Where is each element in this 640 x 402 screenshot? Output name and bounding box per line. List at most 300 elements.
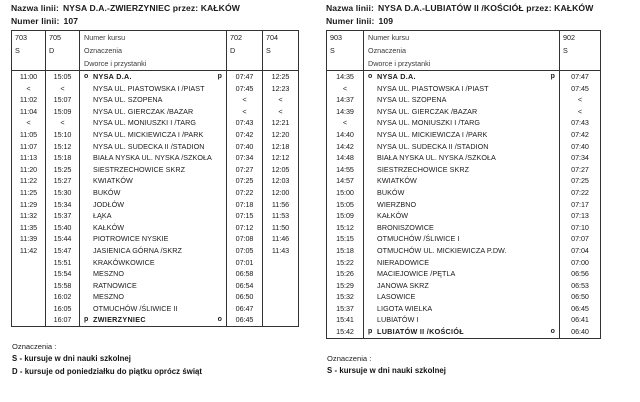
return-time-cell: 12:00 — [263, 187, 299, 199]
departure-time-cell: 15:40 — [46, 222, 80, 234]
course-number-cell: 903 — [327, 31, 364, 45]
stop-cell — [80, 117, 227, 129]
departure-time-cell: 16:07 — [46, 314, 80, 326]
table-row — [327, 141, 601, 153]
line-number-row — [11, 15, 320, 28]
stop-name: BUKÓW — [93, 187, 121, 197]
stop-name: BRONISZOWICE — [377, 222, 434, 232]
departure-time-cell: 11:32 — [12, 210, 46, 222]
stop-cell — [80, 199, 227, 211]
course-number-cell: 703 — [12, 31, 46, 45]
return-time-cell: 07:40 — [227, 141, 263, 153]
return-time-cell: 06:56 — [560, 268, 601, 280]
return-time-cell: 07:07 — [560, 233, 601, 245]
departure-time-cell: 11:39 — [12, 233, 46, 245]
departure-time-cell: 11:22 — [12, 175, 46, 187]
return-time-cell: 12:20 — [263, 129, 299, 141]
line-name-row — [326, 2, 640, 15]
stop-cell — [364, 164, 560, 176]
departure-time-cell: < — [12, 83, 46, 95]
return-time-cell: 07:25 — [227, 175, 263, 187]
legend-item: D - kursuje od poniedziałku do piątku oprócz świąt — [12, 366, 203, 376]
arrival-marker: p — [550, 73, 555, 80]
return-time-cell: 07:10 — [560, 222, 601, 234]
stop-name: NYSA D.A. — [93, 72, 132, 81]
departure-marker: o — [368, 73, 373, 80]
departure-time-cell: 15:09 — [46, 106, 80, 118]
stop-name: KAŁKÓW — [93, 222, 125, 232]
return-time-cell: 07:22 — [560, 187, 601, 199]
stop-cell — [364, 233, 560, 245]
return-time-cell: 06:45 — [560, 303, 601, 315]
return-time-cell: < — [227, 106, 263, 118]
stop-cell — [80, 152, 227, 164]
arrival-marker: o — [550, 328, 555, 336]
return-time-cell: 07:45 — [560, 83, 601, 95]
table-row — [327, 71, 601, 83]
departure-time-cell — [12, 268, 46, 280]
header-row-stations — [12, 57, 299, 71]
departure-time-cell: 15:26 — [327, 268, 364, 280]
legend-item: S - kursuje w dni nauki szkolnej — [12, 354, 132, 364]
stop-name: NYSA UL. GIERCZAK /BAZAR — [377, 106, 478, 116]
table-row — [12, 94, 299, 106]
row-label-stations: Dworce i przystanki — [364, 57, 560, 71]
table-row — [12, 268, 299, 280]
header-row-course-number — [12, 31, 299, 45]
departure-time-cell: 15:12 — [46, 141, 80, 153]
departure-time-cell: 11:00 — [12, 71, 46, 83]
timetable-right — [326, 30, 601, 339]
return-time-cell: 12:18 — [263, 141, 299, 153]
departure-time-cell: 15:25 — [46, 164, 80, 176]
stop-cell — [364, 245, 560, 257]
stop-cell — [364, 326, 560, 338]
return-time-cell: 07:15 — [227, 210, 263, 222]
table-row — [12, 199, 299, 211]
return-time-cell: 06:58 — [227, 268, 263, 280]
table-row — [12, 187, 299, 199]
return-time-cell: 07:40 — [560, 141, 601, 153]
stop-cell — [80, 94, 227, 106]
stop-cell — [80, 106, 227, 118]
departure-time-cell: 11:07 — [12, 141, 46, 153]
legend-item: S - kursuje w dni nauki szkolnej — [327, 365, 447, 375]
line-number-value: 107 — [63, 15, 79, 26]
departure-time-cell: 15:00 — [327, 187, 364, 199]
departure-time-cell: 15:41 — [327, 314, 364, 326]
spacer-cell — [560, 57, 601, 71]
departure-time-cell: 14:57 — [327, 175, 364, 187]
departure-time-cell: 11:05 — [12, 129, 46, 141]
return-time-cell: 12:05 — [263, 164, 299, 176]
departure-time-cell: 15:05 — [327, 199, 364, 211]
table-row — [327, 210, 601, 222]
stop-cell — [80, 164, 227, 176]
stop-name: NYSA UL. GIERCZAK /BAZAR — [93, 106, 194, 116]
legend-left — [11, 341, 320, 378]
departure-time-cell: < — [327, 83, 364, 95]
departure-marker: o — [84, 73, 89, 80]
table-row — [12, 164, 299, 176]
stop-name: NYSA UL. MONIUSZKI I /TARG — [93, 118, 197, 128]
departure-time-cell: 15:58 — [46, 280, 80, 292]
stop-name: NYSA UL. MICKIEWICZA I /PARK — [377, 129, 488, 139]
stop-cell — [80, 210, 227, 222]
return-time-cell — [263, 314, 299, 326]
departure-time-cell: 15:27 — [46, 175, 80, 187]
stop-cell — [364, 210, 560, 222]
return-time-cell: 11:43 — [263, 245, 299, 257]
stop-cell — [80, 268, 227, 280]
arrival-marker: p — [217, 73, 222, 80]
table-row — [12, 117, 299, 129]
header-row-course-number — [327, 31, 601, 45]
table-row — [327, 117, 601, 129]
stop-name: RATNOWICE — [93, 280, 137, 290]
line-header-right — [326, 0, 640, 27]
return-time-cell: 07:42 — [227, 129, 263, 141]
table-row — [327, 326, 601, 338]
departure-time-cell: 15:29 — [327, 280, 364, 292]
table-row — [327, 280, 601, 292]
return-time-cell: 06:50 — [560, 291, 601, 303]
departure-time-cell — [12, 314, 46, 326]
departure-time-cell: 15:15 — [327, 233, 364, 245]
table-row — [12, 245, 299, 257]
line-number-value: 109 — [378, 15, 394, 26]
departure-time-cell: 14:35 — [327, 71, 364, 83]
stop-name: MESZNO — [93, 269, 125, 279]
table-row — [327, 94, 601, 106]
table-row — [12, 222, 299, 234]
return-time-cell — [263, 291, 299, 303]
stop-cell — [80, 222, 227, 234]
return-time-cell: 07:08 — [227, 233, 263, 245]
table-row — [12, 280, 299, 292]
return-time-cell: 07:45 — [227, 83, 263, 95]
stop-cell — [80, 291, 227, 303]
departure-time-cell: 15:44 — [46, 233, 80, 245]
stop-cell — [80, 187, 227, 199]
table-row — [327, 233, 601, 245]
return-time-cell: 07:43 — [560, 117, 601, 129]
return-time-cell: 12:21 — [263, 117, 299, 129]
departure-time-cell: 14:40 — [327, 129, 364, 141]
departure-time-cell: 14:48 — [327, 152, 364, 164]
return-time-cell: 12:23 — [263, 83, 299, 95]
stop-cell — [364, 222, 560, 234]
stop-name: SIESTRZECHOWICE SKRZ — [93, 164, 186, 174]
row-label-markings: Oznaczenia — [364, 44, 560, 57]
stop-cell — [364, 303, 560, 315]
legend-title: Oznaczenia : — [12, 342, 57, 352]
return-time-cell — [263, 268, 299, 280]
line-name-label: Nazwa linii: — [326, 3, 374, 13]
departure-time-cell: 15:18 — [327, 245, 364, 257]
stop-cell — [364, 257, 560, 269]
stop-cell — [364, 314, 560, 326]
return-time-cell: < — [560, 94, 601, 106]
table-row — [327, 222, 601, 234]
return-time-cell: 06:54 — [227, 280, 263, 292]
return-time-cell: 06:53 — [560, 280, 601, 292]
departure-time-cell: 15:34 — [46, 199, 80, 211]
stop-cell — [80, 314, 227, 326]
departure-time-cell: 15:30 — [46, 187, 80, 199]
stop-cell — [80, 175, 227, 187]
table-row — [12, 314, 299, 326]
timetable-left — [11, 30, 299, 327]
departure-time-cell: < — [327, 117, 364, 129]
stop-cell — [80, 233, 227, 245]
stop-name: NYSA UL. MICKIEWICZA I /PARK — [93, 129, 204, 139]
stop-cell — [80, 280, 227, 292]
stop-name: JANOWA SKRZ — [377, 280, 429, 290]
stop-name: KAŁKÓW — [377, 211, 409, 221]
return-time-cell: 07:42 — [560, 129, 601, 141]
return-time-cell: < — [227, 94, 263, 106]
stop-name: NYSA D.A. — [377, 72, 416, 81]
departure-time-cell — [12, 303, 46, 315]
stop-name: NYSA UL. PIASTOWSKA I /PIAST — [93, 83, 205, 93]
stop-name: MESZNO — [93, 292, 125, 302]
departure-time-cell: < — [12, 117, 46, 129]
stop-name: NIERADOWICE — [377, 257, 430, 267]
departure-marker: p — [368, 328, 373, 336]
departure-time-cell: 14:37 — [327, 94, 364, 106]
table-row — [327, 83, 601, 95]
stop-cell — [80, 245, 227, 257]
stop-cell — [364, 175, 560, 187]
course-number-cell: 704 — [263, 31, 299, 45]
table-row — [12, 303, 299, 315]
departure-time-cell: 11:20 — [12, 164, 46, 176]
table-row — [327, 314, 601, 326]
stop-name: ZWIERZYNIEC — [93, 315, 146, 325]
table-row — [327, 164, 601, 176]
table-row — [327, 257, 601, 269]
stop-name: MACIEJOWICE /PĘTLA — [377, 269, 456, 279]
course-marking-cell: S — [12, 44, 46, 57]
header-row-markings — [12, 44, 299, 57]
return-time-cell: < — [263, 106, 299, 118]
departure-time-cell: 15:42 — [327, 326, 364, 338]
stop-name: NYSA UL. SZOPENA — [377, 95, 447, 105]
stop-name: ŁĄKA — [93, 211, 112, 221]
course-number-cell: 902 — [560, 31, 601, 45]
return-time-cell: 11:50 — [263, 222, 299, 234]
return-time-cell: 06:41 — [560, 314, 601, 326]
header-row-stations — [327, 57, 601, 71]
legend-title: Oznaczenia : — [327, 353, 372, 363]
departure-time-cell: 16:02 — [46, 291, 80, 303]
departure-time-cell: < — [46, 117, 80, 129]
table-row — [327, 245, 601, 257]
line-name-value: NYSA D.A.-LUBIATÓW II /KOŚCIÓŁ przez: KAŁKÓW — [378, 3, 594, 13]
stop-name: LUBIATÓW I — [377, 315, 419, 325]
table-row — [12, 291, 299, 303]
header-row-markings — [327, 44, 601, 57]
departure-time-cell — [12, 280, 46, 292]
stop-cell — [364, 141, 560, 153]
return-time-cell: 07:12 — [227, 222, 263, 234]
spacer-cell — [327, 57, 364, 71]
departure-time-cell: 15:47 — [46, 245, 80, 257]
return-time-cell: 06:45 — [227, 314, 263, 326]
departure-time-cell: 11:42 — [12, 245, 46, 257]
table-row — [12, 233, 299, 245]
stop-name: BIAŁA NYSKA UL. NYSKA /SZKOŁA — [377, 153, 496, 163]
return-time-cell: 06:50 — [227, 291, 263, 303]
table-row — [12, 152, 299, 164]
stop-name: LUBIATÓW II /KOŚCIÓŁ — [377, 327, 464, 337]
table-row — [327, 175, 601, 187]
departure-time-cell: 11:13 — [12, 152, 46, 164]
return-time-cell: 07:27 — [560, 164, 601, 176]
table-row — [12, 257, 299, 269]
course-marking-cell: S — [560, 44, 601, 57]
departure-time-cell — [12, 291, 46, 303]
spacer-cell — [263, 57, 299, 71]
return-time-cell: 07:13 — [560, 210, 601, 222]
arrival-marker: o — [217, 316, 222, 324]
stop-name: BIAŁA NYSKA UL. NYSKA /SZKOŁA — [93, 153, 212, 163]
departure-time-cell: 14:42 — [327, 141, 364, 153]
table-row — [327, 152, 601, 164]
return-time-cell: 07:47 — [227, 71, 263, 83]
row-label-stations: Dworce i przystanki — [80, 57, 227, 71]
departure-time-cell: 11:02 — [12, 94, 46, 106]
table-row — [327, 129, 601, 141]
legend-right — [326, 353, 640, 378]
return-time-cell: 07:43 — [227, 117, 263, 129]
stop-name: NYSA UL. SUDECKA II /STADION — [93, 141, 205, 151]
spacer-cell — [46, 57, 80, 71]
stop-name: PIOTROWICE NYSKIE — [93, 234, 169, 244]
spacer-cell — [12, 57, 46, 71]
departure-time-cell: 11:25 — [12, 187, 46, 199]
course-marking-cell: S — [327, 44, 364, 57]
stop-name: SIESTRZECHOWICE SKRZ — [377, 164, 470, 174]
course-marking-cell: S — [263, 44, 299, 57]
stop-name: WIERZBNO — [377, 199, 417, 209]
stop-cell — [364, 280, 560, 292]
stop-cell — [80, 71, 227, 83]
return-time-cell: 12:12 — [263, 152, 299, 164]
stop-name: JASIENICA GÓRNA /SKRZ — [93, 245, 182, 255]
departure-time-cell: 16:05 — [46, 303, 80, 315]
return-time-cell: 07:22 — [227, 187, 263, 199]
return-time-cell: 07:04 — [560, 245, 601, 257]
return-time-cell: 07:47 — [560, 71, 601, 83]
return-time-cell: 07:25 — [560, 175, 601, 187]
stop-name: KWIATKÓW — [377, 176, 417, 186]
return-time-cell — [263, 257, 299, 269]
return-time-cell: 06:40 — [560, 326, 601, 338]
line-name-label: Nazwa linii: — [11, 3, 59, 13]
departure-time-cell: < — [46, 83, 80, 95]
departure-time-cell — [12, 257, 46, 269]
departure-time-cell: 15:51 — [46, 257, 80, 269]
stop-name: KWIATKÓW — [93, 176, 133, 186]
stop-name: JODŁÓW — [93, 199, 125, 209]
table-row — [12, 83, 299, 95]
stop-cell — [364, 106, 560, 118]
return-time-cell: < — [263, 94, 299, 106]
row-label-course-number: Numer kursu — [364, 31, 560, 45]
departure-time-cell: 11:35 — [12, 222, 46, 234]
table-row — [327, 106, 601, 118]
table-row — [12, 106, 299, 118]
row-label-markings: Oznaczenia — [80, 44, 227, 57]
line-number-label: Numer linii: — [326, 15, 375, 26]
departure-time-cell: 15:10 — [46, 129, 80, 141]
return-time-cell: 07:05 — [227, 245, 263, 257]
stop-cell — [80, 141, 227, 153]
table-row — [12, 141, 299, 153]
timetable-panel-line-109 — [320, 0, 640, 402]
departure-time-cell: 15:32 — [327, 291, 364, 303]
table-row — [327, 303, 601, 315]
departure-time-cell: 11:29 — [12, 199, 46, 211]
stop-name: KRAKÓWKOWICE — [93, 257, 155, 267]
return-time-cell: 07:27 — [227, 164, 263, 176]
course-marking-cell: D — [46, 44, 80, 57]
return-time-cell: 07:17 — [560, 199, 601, 211]
stop-name: NYSA UL. SZOPENA — [93, 95, 163, 105]
table-row — [327, 199, 601, 211]
course-marking-cell: D — [227, 44, 263, 57]
stop-cell — [364, 291, 560, 303]
table-row — [327, 291, 601, 303]
table-row — [12, 129, 299, 141]
return-time-cell: 11:53 — [263, 210, 299, 222]
stop-cell — [80, 257, 227, 269]
table-row — [12, 175, 299, 187]
return-time-cell: 07:18 — [227, 199, 263, 211]
stop-cell — [364, 129, 560, 141]
stop-cell — [364, 199, 560, 211]
line-header-left — [11, 0, 320, 27]
line-name-value: NYSA D.A.-ZWIERZYNIEC przez: KAŁKÓW — [63, 3, 240, 13]
stop-name: LIGOTA WIELKA — [377, 303, 433, 313]
stop-name: OTMUCHÓW /ŚLIWICE II — [93, 303, 178, 313]
return-time-cell: 07:00 — [560, 257, 601, 269]
stop-cell — [364, 94, 560, 106]
spacer-cell — [227, 57, 263, 71]
return-time-cell: 11:56 — [263, 199, 299, 211]
row-label-course-number: Numer kursu — [80, 31, 227, 45]
stop-cell — [364, 83, 560, 95]
return-time-cell: 12:03 — [263, 175, 299, 187]
return-time-cell — [263, 280, 299, 292]
return-time-cell: 07:01 — [227, 257, 263, 269]
stop-name: BUKÓW — [377, 187, 405, 197]
departure-time-cell: 14:39 — [327, 106, 364, 118]
table-row — [327, 268, 601, 280]
return-time-cell: 12:25 — [263, 71, 299, 83]
stop-cell — [364, 268, 560, 280]
stop-name: NYSA UL. PIASTOWSKA I /PIAST — [377, 83, 489, 93]
stop-name: NYSA UL. MONIUSZKI I /TARG — [377, 118, 481, 128]
return-time-cell — [263, 303, 299, 315]
stop-cell — [80, 303, 227, 315]
table-row — [12, 71, 299, 83]
stop-cell — [80, 83, 227, 95]
departure-time-cell: 15:07 — [46, 94, 80, 106]
departure-time-cell: 15:05 — [46, 71, 80, 83]
